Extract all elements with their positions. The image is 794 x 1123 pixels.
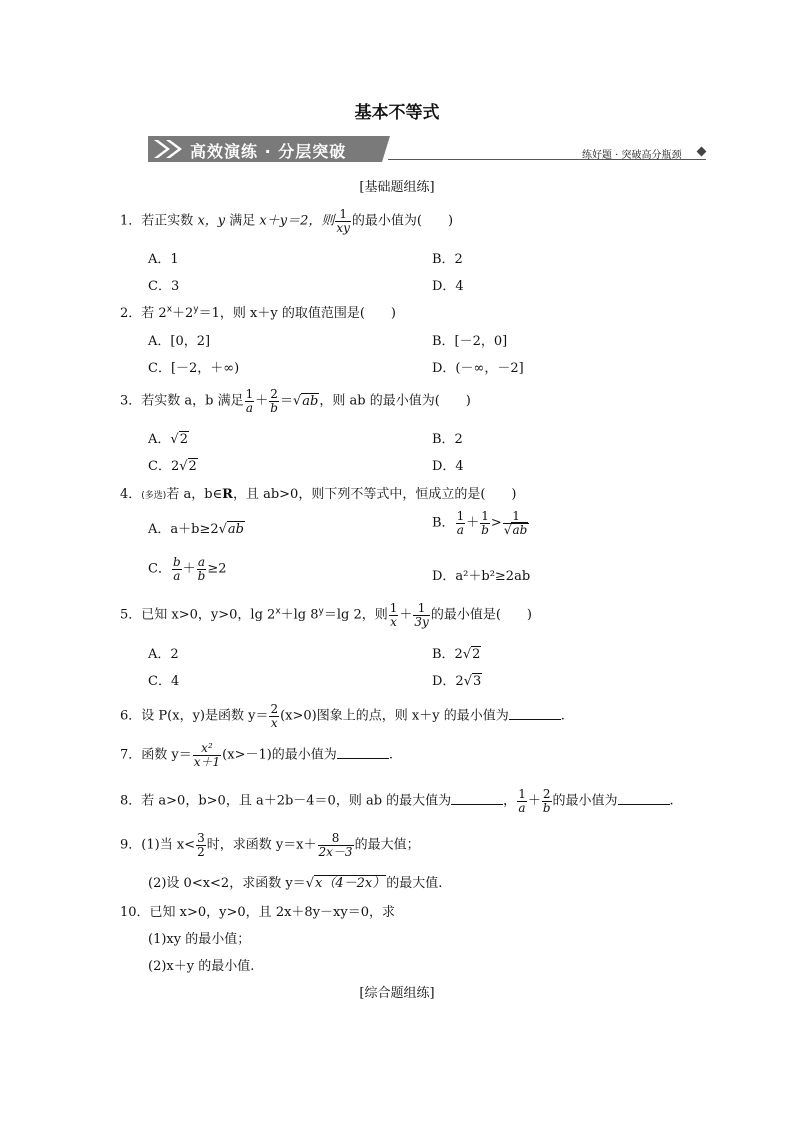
question-5: 5．已知 x>0，y>0，$\lg 2^x+\lg$ $8^y=\lg$ 2，则 $\frac{1}{x}$ ＋ $\frac{1}{3y}$ 的最小值是( ) [120, 601, 532, 629]
question-number: 5． [120, 607, 142, 623]
q2-option-b: B．[－2，0] [432, 334, 508, 349]
q5-option-c: C．4 [148, 674, 180, 689]
question-number: 1． [120, 213, 142, 229]
fraction: $\frac{1}{xy}$ [336, 207, 350, 235]
question-1: 1．若正实数 x，y 满足 x＋y＝2，则 $\frac{1}{xy}$ 的最小值为( ) [120, 207, 454, 235]
q3-option-d: D．4 [432, 459, 464, 474]
banner-slogan: 练好题 · 突破高分瓶颈 [582, 150, 682, 161]
q2-option-c: C．[－2，＋∞) [148, 361, 240, 376]
q1-option-d: D．4 [432, 279, 464, 294]
question-number: 2． [120, 306, 142, 321]
question-6: 6．设 P(x，y)是函数 y＝ $\frac{2}{x}$ (x>0)图象上的点，则 x＋y 的最小值为 . [120, 702, 565, 730]
answer-blank [618, 804, 670, 805]
q4-option-d: D．a²＋b²≥2ab [432, 569, 531, 584]
question-2: 2．若 $2^x+2^y=1$，则 x＋y 的取值范围是( ) [120, 304, 396, 321]
fraction: $\frac{1}{a}$ [245, 387, 254, 415]
question-7: 7．函数 y＝ $\frac{\text{x²}}{x+1}$ (x>－1)的最小值为 . [120, 741, 393, 769]
multi-choice-tag: (多选) [141, 491, 167, 501]
question-4: 4．(多选)若 a，b∈R，且 ab>0，则下列不等式中，恒成立的是( ) [120, 487, 517, 502]
q5-option-a: A．2 [148, 647, 179, 662]
q3-option-a: A．√2 [148, 432, 188, 447]
question-8: 8．若 a>0，b>0，且 a＋2b－4＝0，则 ab 的最大值为 ， $\frac{1}{a}$ ＋ $\frac{2}{b}$ 的最小值为 . [120, 787, 674, 815]
q5-option-b: B．2√2 [432, 647, 481, 662]
question-3: 3．若实数 a，b 满足 $\frac{1}{a}$ ＋ $\frac{2}{b}$ ＝√ab，则 ab 的最小值为( ) [120, 387, 471, 415]
answer-blank [509, 719, 561, 720]
q4-option-b: B． $\frac{1}{a}$ ＋ $\frac{1}{b}$ > $\frac{1}{√ab}$ [432, 509, 528, 537]
q4-option-c: C． $\frac{b}{a}$ ＋ $\frac{a}{b}$ ≥2 [148, 555, 227, 583]
question-10-part-1: (1)xy 的最小值； [148, 932, 251, 947]
diamond-icon [697, 147, 707, 157]
question-number: 4． [120, 487, 142, 502]
section-heading-basic: [基础题组练] [359, 180, 435, 195]
question-10: 10．已知 x>0，y>0，且 2x＋8y－xy＝0，求 [120, 905, 395, 920]
q1-option-a: A．1 [148, 252, 179, 267]
q2-option-a: A．[0，2] [148, 334, 211, 349]
question-number: 9． [120, 837, 142, 853]
question-number: 3． [120, 393, 142, 409]
q3-option-c: C．2√2 [148, 459, 197, 474]
page-title: 基本不等式 [354, 103, 440, 123]
question-9-part-2: (2)设 0<x<2，求函数 y＝√x（4－2x）的最大值. [148, 876, 443, 891]
q5-option-d: D．2√3 [432, 674, 482, 689]
question-number: 7． [120, 747, 142, 763]
q2-option-d: D．(－∞，－2] [432, 361, 524, 376]
q1-option-b: B．2 [432, 252, 463, 267]
answer-blank [451, 804, 503, 805]
answer-blank [337, 758, 389, 759]
fraction: $\frac{2}{b}$ [270, 387, 278, 415]
question-10-part-2: (2)x＋y 的最小值. [148, 959, 255, 974]
question-9: 9．(1)当 x< $\frac{3}{2}$ 时，求函数 y＝x＋ $\frac{8}{2x-3}$ 的最大值； [120, 831, 420, 859]
q1-option-c: C．3 [148, 279, 180, 294]
section-heading-comprehensive: [综合题组练] [359, 986, 435, 1001]
question-number: 6． [120, 708, 142, 724]
q3-option-b: B．2 [432, 432, 463, 447]
banner-title: 高效演练 · 分层突破 [190, 142, 347, 161]
q4-option-a: A．a＋b≥2√ab [148, 522, 244, 537]
question-number: 10． [120, 905, 150, 920]
question-number: 8． [120, 793, 142, 809]
